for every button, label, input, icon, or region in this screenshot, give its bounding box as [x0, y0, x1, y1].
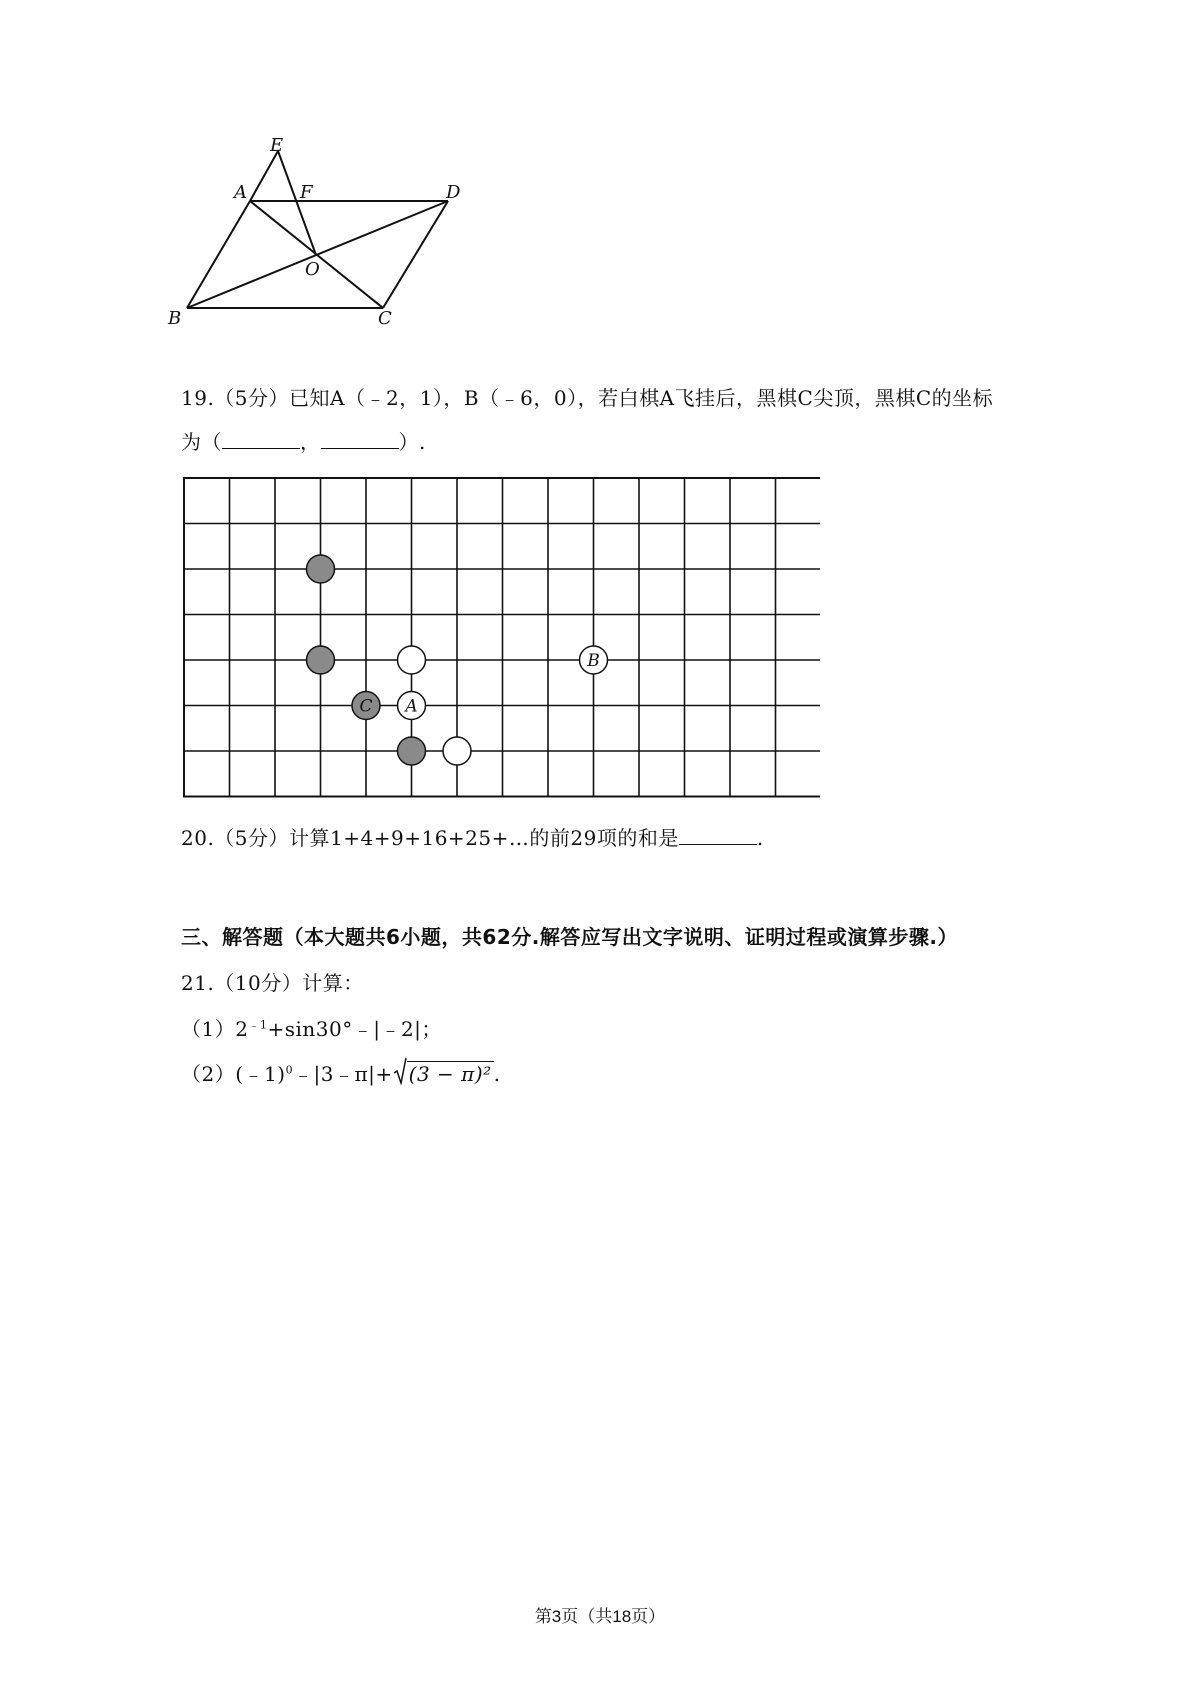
white-stone	[398, 646, 426, 674]
q21-p2-a: （2）(﹣1)	[181, 1062, 286, 1086]
q21-p1-sup: ﹣1	[248, 1018, 268, 1032]
label-A: A	[234, 182, 247, 203]
sqrt-expression	[393, 1061, 494, 1086]
page-footer: 第3页（共18页）	[534, 1607, 666, 1626]
answer-blank-x	[222, 428, 300, 449]
q21-title: 21.（10分）计算：	[181, 971, 364, 995]
black-stone	[307, 555, 335, 583]
q21-p2-b: ﹣|3﹣π|+	[293, 1062, 393, 1086]
q19-line1: 19.（5分）已知A（﹣2，1），B（﹣6，0），若白棋A飞挂后，黑棋C尖顶，黑棋C的坐标	[181, 386, 994, 410]
q21-part1	[181, 1013, 442, 1042]
q19-line2-prefix: 为（	[181, 430, 222, 454]
stone-label-A: A	[405, 696, 418, 717]
answer-blank-sum	[679, 824, 757, 845]
stone-label-C: C	[359, 696, 373, 717]
label-C: C	[378, 308, 392, 329]
q21-p2-end: .	[493, 1062, 501, 1086]
white-stone	[443, 737, 471, 765]
label-O: O	[305, 259, 320, 280]
section3-heading: 三、解答题（本大题共6小题，共62分.解答应写出文字说明、证明过程或演算步骤.）	[181, 925, 958, 949]
q21-p1-b: +sin30°﹣|﹣2|；	[267, 1017, 442, 1041]
q19-line2-suffix: ）.	[398, 430, 426, 454]
q20-text: 20.（5分）计算1+4+9+16+25+…的前29项的和是	[181, 826, 679, 850]
q19-line2-sep: ，	[300, 430, 321, 454]
sqrt-radicand: (3 − π)²	[408, 1062, 492, 1086]
q21-p1-a: （1）2	[181, 1017, 249, 1041]
q20-line	[181, 822, 764, 851]
q20-suffix: .	[756, 826, 764, 850]
label-D: D	[446, 182, 461, 203]
stone-label-B: B	[587, 651, 600, 671]
black-stone	[307, 646, 335, 674]
label-B: B	[168, 308, 182, 329]
q19-line2	[181, 426, 426, 455]
label-E: E	[270, 138, 284, 156]
geometry-figure	[160, 138, 480, 338]
answer-blank-y	[321, 428, 399, 449]
go-board	[180, 474, 820, 798]
q21-p2-sup: 0	[285, 1063, 294, 1077]
radical-sign-icon	[393, 1057, 407, 1085]
label-F: F	[300, 182, 313, 203]
q21-part2	[181, 1058, 501, 1087]
black-stone	[398, 737, 426, 765]
